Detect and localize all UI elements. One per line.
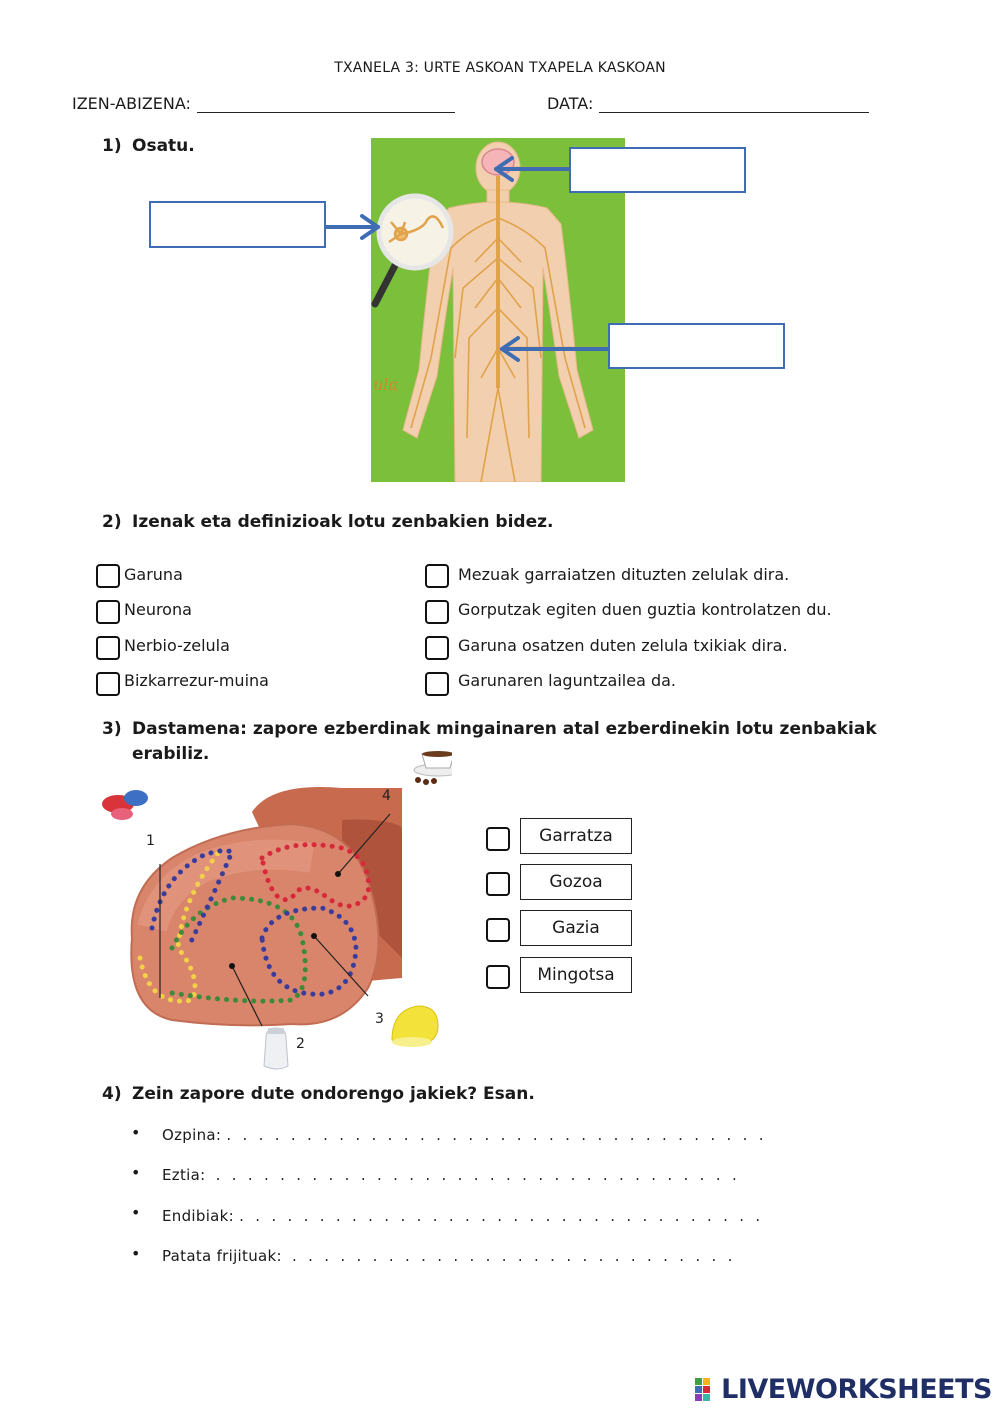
checkbox-name-1[interactable] <box>96 564 120 588</box>
checkbox-definition-2[interactable] <box>425 600 449 624</box>
liveworksheets-logo-text: LIVEWORKSHEETS <box>721 1374 992 1405</box>
question-3-text-line-1: Dastamena: zapore ezberdinak mingainaren atal ezberdinekin lotu zenbakiak <box>132 719 877 739</box>
zone-number-1: 1 <box>146 833 155 849</box>
food-row-1[interactable] <box>162 1126 767 1144</box>
answer-dots-3: . . . . . . . . . . . . . . . . . . . . . . . . . . . . . . . . . <box>239 1207 764 1225</box>
worksheet-title: TXANELA 3: URTE ASKOAN TXAPELA KASKOAN <box>334 60 666 76</box>
checkbox-taste-3[interactable] <box>486 918 510 942</box>
question-2-text: Izenak eta definizioak lotu zenbakien bidez. <box>132 512 554 532</box>
answer-box-neuron[interactable] <box>149 201 326 248</box>
taste-option-1: Garratza <box>520 818 632 854</box>
salt-shaker-icon <box>264 1028 288 1069</box>
bullet-2: • <box>131 1163 141 1182</box>
checkbox-taste-1[interactable] <box>486 827 510 851</box>
question-3-text-line-2: erabiliz. <box>132 744 210 764</box>
checkbox-taste-4[interactable] <box>486 965 510 989</box>
bullet-1: • <box>131 1123 141 1142</box>
food-row-2[interactable] <box>162 1166 740 1184</box>
candy-icon <box>102 790 148 820</box>
checkbox-definition-3[interactable] <box>425 636 449 660</box>
definition-item-2: Gorputzak egiten duen guztia kontrolatzen du. <box>458 600 832 619</box>
answer-box-spinal-cord[interactable] <box>608 323 785 369</box>
checkbox-name-4[interactable] <box>96 672 120 696</box>
liveworksheets-logo-icon <box>695 1378 719 1402</box>
liveworksheets-logo[interactable] <box>695 1374 992 1405</box>
food-label-2: Eztia: <box>162 1166 206 1184</box>
food-label-3: Endibiak: <box>162 1207 234 1225</box>
name-item-4: Bizkarrezur-muina <box>124 671 269 690</box>
name-item-2: Neurona <box>124 600 192 619</box>
zone-number-4: 4 <box>382 788 391 804</box>
question-1-number: 1) <box>102 136 122 156</box>
coffee-cup-icon <box>414 751 452 785</box>
checkbox-taste-2[interactable] <box>486 872 510 896</box>
answer-dots-2: . . . . . . . . . . . . . . . . . . . . . . . . . . . . . . . . . <box>215 1166 741 1184</box>
image-caption-fragment: ula <box>373 375 398 394</box>
name-label: IZEN-ABIZENA: <box>72 94 191 113</box>
checkbox-name-3[interactable] <box>96 636 120 660</box>
food-label-1: Ozpina: <box>162 1126 222 1144</box>
answer-dots-4: . . . . . . . . . . . . . . . . . . . . . . . . . . . . <box>292 1247 736 1265</box>
zone-number-2: 2 <box>296 1036 305 1052</box>
taste-option-2: Gozoa <box>520 864 632 900</box>
definition-item-1: Mezuak garraiatzen dituzten zelulak dira. <box>458 565 790 584</box>
food-row-4[interactable] <box>162 1247 736 1265</box>
checkbox-definition-4[interactable] <box>425 672 449 696</box>
bullet-4: • <box>131 1244 141 1263</box>
question-2-number: 2) <box>102 512 122 532</box>
question-4-number: 4) <box>102 1084 122 1104</box>
food-row-3[interactable] <box>162 1207 764 1225</box>
question-4-heading <box>102 1084 535 1104</box>
definition-item-3: Garuna osatzen duten zelula txikiak dira. <box>458 636 788 655</box>
zone-number-3: 3 <box>375 1011 384 1027</box>
question-4-text: Zein zapore dute ondorengo jakiek? Esan. <box>132 1084 535 1104</box>
taste-option-4: Mingotsa <box>520 957 632 993</box>
taste-option-3: Gazia <box>520 910 632 946</box>
date-label: DATA: <box>547 94 594 113</box>
answer-box-brain[interactable] <box>569 147 746 193</box>
checkbox-definition-1[interactable] <box>425 564 449 588</box>
food-label-4: Patata frijituak: <box>162 1247 282 1265</box>
definition-item-4: Garunaren laguntzailea da. <box>458 671 676 690</box>
checkbox-name-2[interactable] <box>96 600 120 624</box>
answer-dots-1: . . . . . . . . . . . . . . . . . . . . . . . . . . . . . . . . . . <box>226 1126 767 1144</box>
lemon-icon <box>392 1006 438 1047</box>
name-item-1: Garuna <box>124 565 183 584</box>
tongue-image <box>92 748 452 1078</box>
question-3-number: 3) <box>102 719 122 739</box>
bullet-3: • <box>131 1203 141 1222</box>
question-1-text: Osatu. <box>132 136 195 156</box>
question-2-heading <box>102 512 553 532</box>
name-item-3: Nerbio-zelula <box>124 636 230 655</box>
